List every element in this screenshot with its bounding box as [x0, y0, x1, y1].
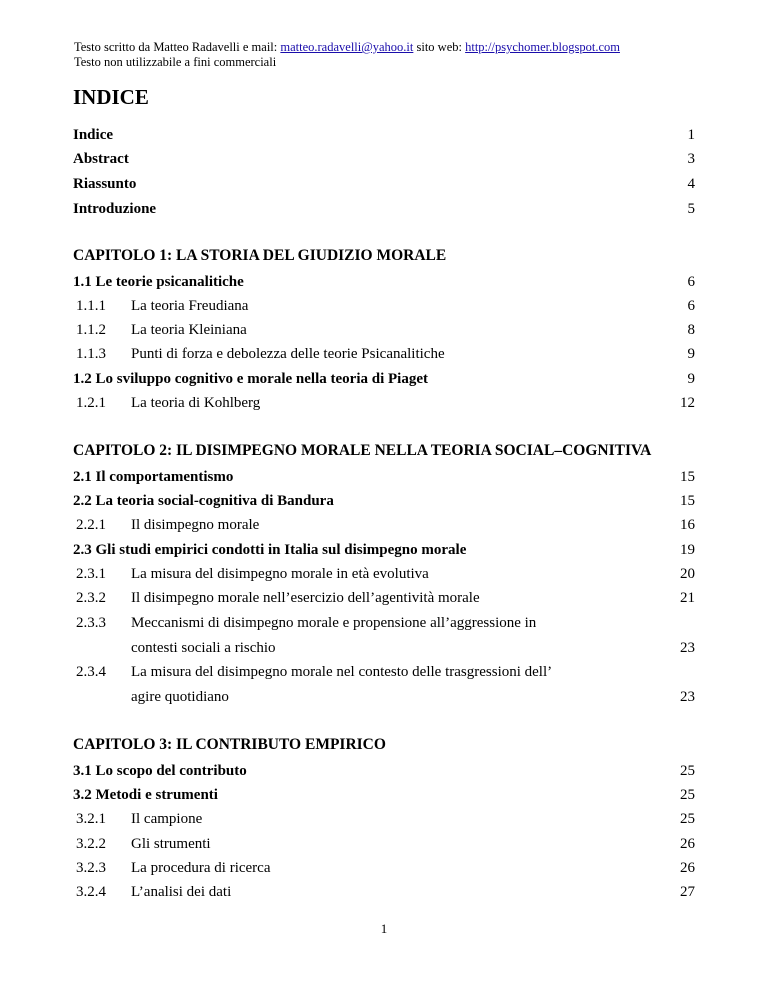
toc-page: 19 — [680, 542, 695, 558]
toc-number: 2.3.2 — [76, 590, 106, 606]
toc-page: 23 — [680, 689, 695, 705]
toc-entry-riassunto[interactable] — [73, 174, 695, 194]
toc-label: Abstract — [73, 151, 129, 167]
toc-label: Riassunto — [73, 176, 137, 192]
chapter-1-heading: CAPITOLO 1: LA STORIA DEL GIUDIZIO MORALE — [73, 247, 447, 264]
toc-number: 1.1.2 — [76, 322, 106, 338]
toc-page: 6 — [687, 274, 695, 290]
toc-section[interactable] — [73, 491, 695, 511]
header-site-label: sito web: — [413, 40, 466, 54]
toc-number: 1.1.3 — [76, 346, 106, 362]
toc-page: 1 — [687, 127, 695, 143]
toc-label: L’analisi dei dati — [131, 884, 232, 900]
toc-page: 21 — [680, 590, 695, 606]
toc-label: Indice — [73, 127, 114, 143]
toc-label: 1.2 Lo sviluppo cognitivo e morale nella teoria di Piaget — [73, 371, 428, 387]
toc-page: 5 — [687, 201, 695, 217]
toc-page: 15 — [680, 469, 695, 485]
toc-number: 2.3.1 — [76, 566, 106, 582]
toc-label: Introduzione — [73, 201, 157, 217]
toc-label: agire quotidiano — [131, 689, 229, 705]
toc-number: 3.2.2 — [76, 836, 106, 852]
toc-number: 2.3.3 — [76, 615, 106, 631]
toc-number: 3.2.4 — [76, 884, 106, 900]
toc-label: La misura del disimpegno morale nel contesto delle trasgressioni dell’ — [131, 664, 553, 680]
page-header — [74, 40, 620, 70]
toc-entry-indice[interactable] — [73, 125, 695, 145]
toc-subsection[interactable] — [73, 858, 695, 878]
toc-subsection[interactable] — [73, 515, 695, 535]
toc-number: 3.2.1 — [76, 811, 106, 827]
toc-page: 16 — [680, 517, 695, 533]
toc-number: 1.1.1 — [76, 298, 106, 314]
toc-label: Meccanismi di disimpegno morale e propensione all’aggressione in — [131, 615, 537, 631]
chapter-3-heading: CAPITOLO 3: IL CONTRIBUTO EMPIRICO — [73, 736, 386, 753]
toc-page: 25 — [680, 811, 695, 827]
toc-page: 26 — [680, 836, 695, 852]
toc-section[interactable] — [73, 761, 695, 781]
toc-label: 3.1 Lo scopo del contributo — [73, 763, 247, 779]
toc-page: 23 — [680, 640, 695, 656]
toc-label: Gli strumenti — [131, 836, 211, 852]
chapter-2-heading: CAPITOLO 2: IL DISIMPEGNO MORALE NELLA TEORIA SOCIAL–COGNITIVA — [73, 442, 652, 459]
toc-label: contesti sociali a rischio — [131, 640, 276, 656]
toc-label: Il disimpegno morale — [131, 517, 260, 533]
toc-page: 9 — [687, 371, 695, 387]
toc-label: Il disimpegno morale nell’esercizio dell’agentività morale — [131, 590, 480, 606]
toc-subsection-continued[interactable] — [73, 687, 695, 707]
toc-page: 25 — [680, 787, 695, 803]
toc-label: La teoria Freudiana — [131, 298, 249, 314]
toc-number: 2.2.1 — [76, 517, 106, 533]
page-title: INDICE — [73, 85, 149, 109]
toc-subsection[interactable] — [73, 588, 695, 608]
toc-page: 15 — [680, 493, 695, 509]
toc-subsection-continued[interactable] — [73, 638, 695, 658]
toc-label: Punti di forza e debolezza delle teorie Psicanalitiche — [131, 346, 445, 362]
toc-section[interactable] — [73, 369, 695, 389]
toc-section[interactable] — [73, 540, 695, 560]
toc-label: La teoria di Kohlberg — [131, 395, 261, 411]
toc-number: 2.3.4 — [76, 664, 106, 680]
header-line-1 — [74, 40, 620, 55]
page-number: 1 — [380, 921, 388, 936]
header-line-2: Testo non utilizzabile a fini commerciali — [74, 55, 277, 69]
toc-subsection[interactable] — [73, 809, 695, 829]
toc-subsection[interactable] — [73, 882, 695, 902]
toc-number: 1.2.1 — [76, 395, 106, 411]
toc-page: 25 — [680, 763, 695, 779]
toc-page: 27 — [680, 884, 695, 900]
toc-label: Il campione — [131, 811, 203, 827]
toc-label: La teoria Kleiniana — [131, 322, 247, 338]
toc-page: 4 — [687, 176, 695, 192]
toc-number: 3.2.3 — [76, 860, 106, 876]
toc-label: 2.1 Il comportamentismo — [73, 469, 234, 485]
toc-label: 1.1 Le teorie psicanalitiche — [73, 274, 244, 290]
toc-page: 20 — [680, 566, 695, 582]
toc-label: 2.2 La teoria social-cognitiva di Bandura — [73, 493, 334, 509]
toc-subsection[interactable] — [73, 393, 695, 413]
toc-page: 6 — [687, 298, 695, 314]
toc-entry-introduzione[interactable] — [73, 199, 695, 219]
toc-label: La procedura di ricerca — [131, 860, 271, 876]
toc-subsection[interactable] — [73, 834, 695, 854]
toc-section[interactable] — [73, 272, 695, 292]
toc-page: 8 — [687, 322, 695, 338]
toc-subsection[interactable] — [73, 344, 695, 364]
website-link[interactable]: http://psychomer.blogspot.com — [465, 40, 620, 54]
toc-page: 12 — [680, 395, 695, 411]
toc-subsection[interactable] — [73, 320, 695, 340]
toc-label: 2.3 Gli studi empirici condotti in Italia sul disimpegno morale — [73, 542, 467, 558]
header-author: Testo scritto da Matteo Radavelli e mail: — [74, 40, 281, 54]
toc-subsection[interactable] — [73, 662, 695, 682]
toc-subsection[interactable] — [73, 613, 695, 633]
toc-section[interactable] — [73, 785, 695, 805]
email-link[interactable]: matteo.radavelli@yahoo.it — [280, 40, 414, 54]
toc-label: 3.2 Metodi e strumenti — [73, 787, 218, 803]
toc-subsection[interactable] — [73, 296, 695, 316]
toc-page: 3 — [687, 151, 695, 167]
toc-entry-abstract[interactable] — [73, 149, 695, 169]
toc-section[interactable] — [73, 467, 695, 487]
toc-page: 9 — [687, 346, 695, 362]
toc-label: La misura del disimpegno morale in età evolutiva — [131, 566, 429, 582]
toc-subsection[interactable] — [73, 564, 695, 584]
toc-page: 26 — [680, 860, 695, 876]
